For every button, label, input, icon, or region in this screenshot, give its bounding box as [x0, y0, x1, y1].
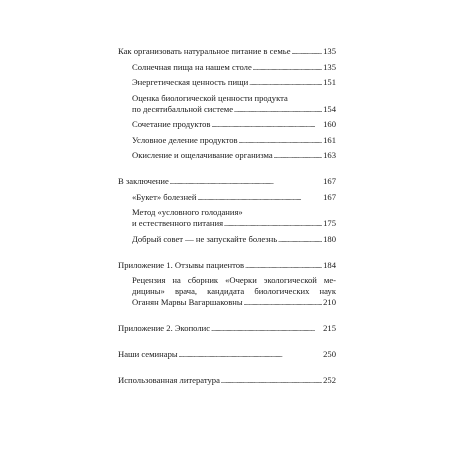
toc-page-number: 180 [323, 233, 336, 244]
toc-page-number: 210 [323, 297, 336, 307]
toc-leader [274, 150, 322, 161]
toc-title: В заключение [118, 176, 169, 186]
toc-leader [221, 375, 322, 386]
toc-leader [211, 119, 322, 130]
toc-title: Солнечная пища на нашем столе [132, 61, 252, 72]
toc-title: Приложение 1. Отзывы пациентов [118, 259, 245, 270]
toc-leader [234, 104, 322, 115]
toc-entry [118, 349, 336, 360]
toc-entry [118, 375, 336, 386]
toc-leader [278, 234, 322, 245]
toc-leader [249, 77, 322, 88]
toc-title-line: Метод «условного голодания» [132, 207, 243, 217]
toc-title-line: и естественного питания [132, 218, 224, 228]
toc-page-number: 160 [323, 119, 336, 129]
toc-leader [211, 323, 322, 334]
toc-title: Как организовать натуральное питание в семье [118, 46, 291, 56]
toc-subentry [118, 62, 336, 73]
toc-page-number: 167 [323, 191, 336, 202]
toc-section [118, 375, 336, 386]
toc-entry [118, 260, 336, 271]
toc-section [118, 323, 336, 334]
toc-title-line: дицины» врача, кандидата биологических наук [132, 286, 336, 296]
toc-page-number: 135 [323, 46, 336, 56]
toc-subentry [118, 207, 336, 229]
toc-leader [253, 62, 322, 73]
toc-page-number: 135 [323, 61, 336, 72]
toc-section [118, 46, 336, 161]
toc-title: Приложение 2. Экополис [118, 323, 211, 333]
toc-page-number: 163 [323, 150, 336, 160]
toc-leader [197, 192, 322, 203]
toc-title: Сочетание продуктов [132, 119, 211, 129]
toc-page-number: 184 [323, 259, 336, 270]
toc-leader [239, 135, 323, 146]
toc-entry [118, 323, 336, 334]
toc-title-line: Рецензия на сборник «Очерки экологической ме- [132, 275, 336, 285]
toc-page-number: 175 [323, 218, 336, 228]
toc-leader [244, 297, 322, 308]
toc-subentry [118, 93, 336, 115]
toc-page-number: 154 [323, 103, 336, 114]
toc-subentry [118, 275, 336, 308]
toc-title-line: Оганян Марвы Вагаршаковны [132, 297, 243, 307]
toc-title: Использованная литература [118, 375, 220, 385]
toc-section [118, 260, 336, 309]
toc-leader [245, 260, 322, 271]
toc-subentry [118, 150, 336, 161]
toc-subentry [118, 77, 336, 88]
toc-leader [170, 176, 322, 187]
toc-title: Условное деление продуктов [132, 134, 238, 145]
toc-page-number: 161 [323, 134, 336, 145]
toc-page-number: 252 [323, 375, 336, 385]
toc-leader [179, 349, 322, 360]
toc-entry [118, 46, 336, 57]
toc-title: Окисление и ощелачивание организма [132, 150, 273, 160]
toc-title: Добрый совет — не запускайте болезнь [132, 233, 278, 244]
toc-page-number: 215 [323, 323, 336, 333]
toc-subentry [118, 234, 336, 245]
toc-subentry [118, 135, 336, 146]
toc-title: Энергетическая ценность пищи [132, 77, 249, 87]
toc-leader [224, 218, 322, 229]
toc-title: Наши семинары [118, 349, 178, 359]
toc-page-number: 151 [323, 77, 336, 87]
toc-leader [292, 46, 323, 57]
toc-section [118, 349, 336, 360]
toc-entry [118, 176, 336, 187]
toc-subentry [118, 119, 336, 130]
toc-subentry [118, 192, 336, 203]
toc-section [118, 176, 336, 245]
toc-title: «Букет» болезней [132, 191, 197, 202]
toc-title-line: Оценка биологической ценности продукта [132, 92, 288, 103]
toc-page-number: 250 [323, 349, 336, 359]
toc-title-line: по десятибалльной системе [132, 103, 234, 114]
toc-page-number: 167 [323, 176, 336, 186]
table-of-contents [118, 46, 336, 401]
